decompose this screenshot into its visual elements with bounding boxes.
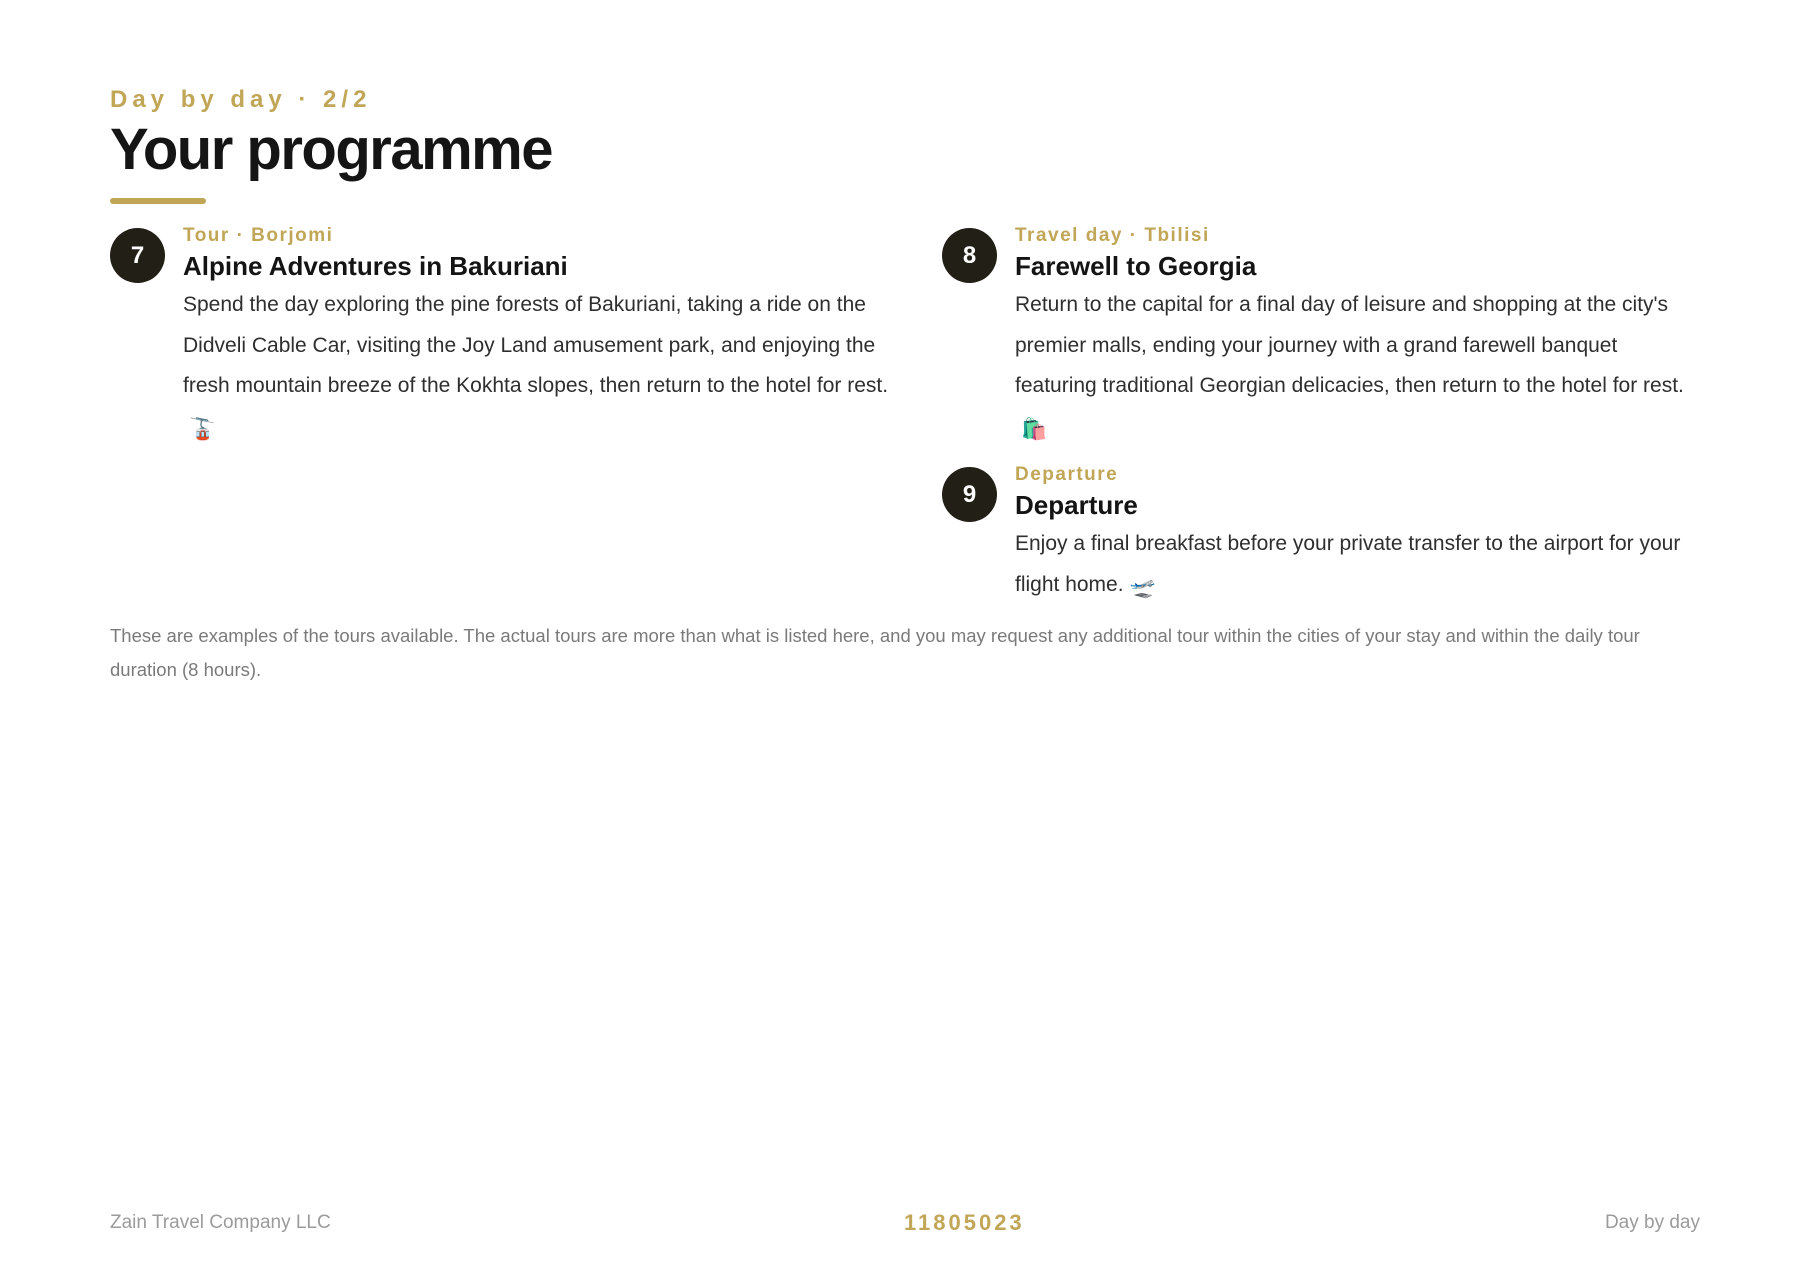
footer-section-name: Day by day <box>1604 1212 1700 1233</box>
day-tag: Departure <box>1015 464 1119 485</box>
day-description-text: Enjoy a final breakfast before your private transfer to the airport for your flight home. <box>1015 532 1681 596</box>
day-description <box>183 285 890 450</box>
day-description-text: Spend the day exploring the pine forests of Bakuriani, taking a ride on the Didveli Cable Car, visiting the Joy Land amusement park, and enjoying the fresh mountain breeze of the Kokhta slopes, then return to the hotel for rest. <box>183 293 889 397</box>
page-title: Your programme <box>110 117 553 182</box>
day-tag: Travel day · Tbilisi <box>1015 225 1210 246</box>
footer-reference-number: 11805023 <box>904 1210 1025 1235</box>
day-content <box>1015 464 1700 608</box>
day-content <box>1015 225 1700 450</box>
day-number-badge: 7 <box>110 228 165 283</box>
day-number-badge: 9 <box>942 467 997 522</box>
day-title: Farewell to Georgia <box>1015 251 1257 281</box>
airplane-departure-icon: 🛫 <box>1129 575 1156 599</box>
day-number-badge: 8 <box>942 228 997 283</box>
aerial-tramway-icon: 🚡 <box>189 417 216 441</box>
day-title: Departure <box>1015 490 1138 520</box>
day-content <box>183 225 890 450</box>
day-title: Alpine Adventures in Bakuriani <box>183 251 568 281</box>
programme-page <box>110 0 1700 1272</box>
day-tag: Tour · Borjomi <box>183 225 334 246</box>
day-description <box>1015 285 1700 450</box>
section-eyebrow: Day by day · 2/2 <box>110 86 372 113</box>
tours-disclaimer-note: These are examples of the tours available. The actual tours are more than what is listed here, and you may request any additional tour within the cities of your stay and within the daily tour duration (8 hours). <box>110 625 1640 680</box>
title-underline <box>110 198 206 204</box>
footer-company-name: Zain Travel Company LLC <box>110 1212 331 1233</box>
day-description <box>1015 524 1700 608</box>
shopping-bags-icon: 🛍️ <box>1021 417 1048 441</box>
day-description-text: Return to the capital for a final day of leisure and shopping at the city's premier malls, ending your journey with a grand farewell banquet featuring traditional Georgian delicacies, then return to the hotel for rest. <box>1015 293 1684 397</box>
page-footer <box>110 1210 1700 1240</box>
